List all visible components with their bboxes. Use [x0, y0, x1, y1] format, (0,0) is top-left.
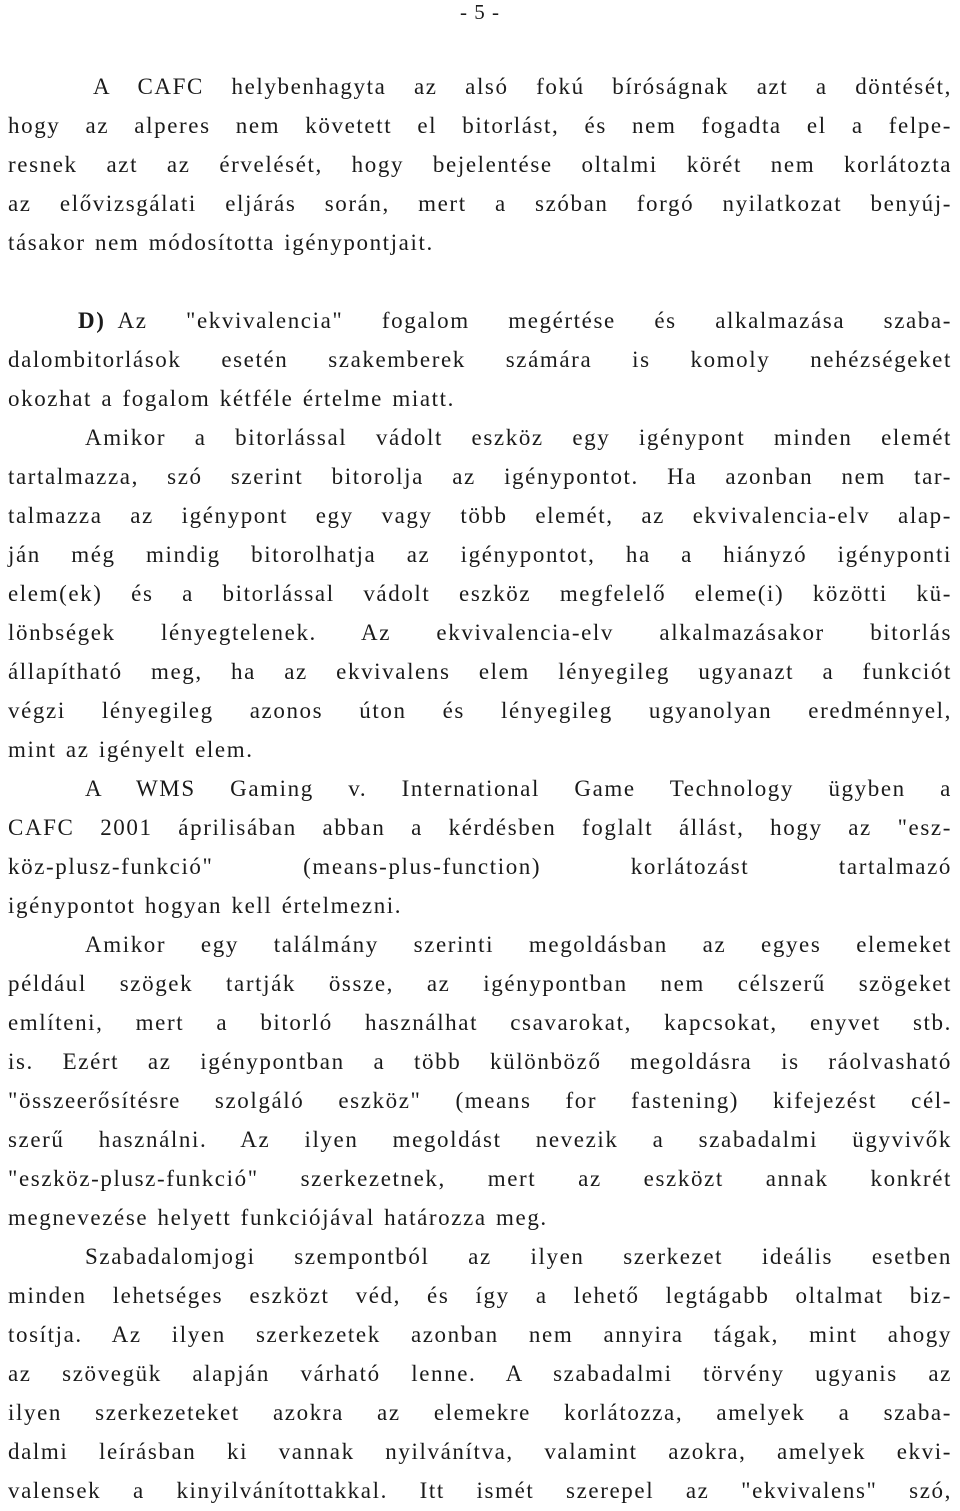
text-line: hogy az alperes nem követett el bitorlást, és nem fogadta el a felpe- — [8, 113, 952, 138]
text-line: A WMS Gaming v. International Game Technology ügyben a — [85, 776, 952, 801]
text-line: lönbségek lényegtelenek. Az ekvivalencia-elv alkalmazásakor bitorlás — [8, 620, 952, 645]
text-line: ján még mindig bitorolhatja az igénypontot, ha a hiányzó igényponti — [8, 542, 952, 567]
text-line: resnek azt az érvelését, hogy bejelentése oltalmi körét nem korlátozta — [8, 152, 952, 177]
text-line: Amikor egy találmány szerinti megoldásban az egyes elemeket — [85, 932, 952, 957]
page-number: - 5 - — [460, 0, 500, 24]
text-line: tosítja. Az ilyen szerkezetek azonban nem annyira tágak, mint ahogy — [8, 1322, 952, 1347]
text-line: az szövegük alapján várható lenne. A szabadalmi törvény ugyanis az — [8, 1361, 952, 1386]
text-line: igénypontot hogyan kell értelmezni. — [8, 893, 403, 918]
text-line: köz-plusz-funkció" (means-plus-function) korlátozást tartalmazó — [8, 854, 952, 879]
text-line: végzi lényegileg azonos úton és lényegileg ugyanolyan eredménnyel, — [8, 698, 952, 723]
text-line: például szögek tartják össze, az igénypontban nem célszerű szögeket — [8, 971, 952, 996]
text-line: "eszköz-plusz-funkció" szerkezetnek, mert az eszközt annak konkrét — [8, 1166, 952, 1191]
text-line: dalmi leírásban ki vannak nyilvánítva, valamint azokra, amelyek ekvi- — [8, 1439, 952, 1464]
text-line: tartalmazza, szó szerint bitorolja az igénypontot. Ha azonban nem tar- — [8, 464, 952, 489]
text-line: A CAFC helybenhagyta az alsó fokú bíróságnak azt a döntését, — [93, 74, 952, 99]
text-line: dalombitorlások esetén szakemberek számára is komoly nehézségeket — [8, 347, 952, 372]
text-line: említeni, mert a bitorló használhat csavarokat, kapcsokat, enyvet stb. — [8, 1010, 952, 1035]
text-line: tásakor nem módosította igénypontjait. — [8, 230, 434, 255]
text-line: minden lehetséges eszközt véd, és így a lehető legtágabb oltalmat biz- — [8, 1283, 952, 1308]
text-line: valensek a kinyilvánítottakkal. Itt ismét szerepel az "ekvivalens" szó, — [8, 1478, 952, 1503]
text-line: D) Az "ekvivalencia" fogalom megértése és alkalmazása szaba- — [8, 306, 952, 336]
text-line: szerű használni. Az ilyen megoldást nevezik a szabadalmi ügyvivők — [8, 1127, 952, 1152]
text-line: CAFC 2001 áprilisában abban a kérdésben foglalt állást, hogy az "esz- — [8, 815, 952, 840]
text-line: "összeerősítésre szolgáló eszköz" (means for fastening) kifejezést cél- — [8, 1088, 952, 1113]
text-line: megnevezése helyett funkciójával határozza meg. — [8, 1205, 548, 1230]
text-line: ilyen szerkezeteket azokra az elemekre korlátozza, amelyek a szaba- — [8, 1400, 952, 1425]
section-label: D) — [78, 308, 106, 333]
text-line: állapítható meg, ha az ekvivalens elem lényegileg ugyanazt a funkciót — [8, 659, 952, 684]
text-line: az elővizsgálati eljárás során, mert a szóban forgó nyilatkozat benyúj- — [8, 191, 952, 216]
text-line: elem(ek) és a bitorlással vádolt eszköz megfelelő eleme(i) közötti kü- — [8, 581, 952, 606]
text-line: mint az igényelt elem. — [8, 737, 254, 762]
text-line: is. Ezért az igénypontban a több különböző megoldásra is ráolvasható — [8, 1049, 952, 1074]
text-line: Szabadalomjogi szempontból az ilyen szerkezet ideális esetben — [85, 1244, 952, 1269]
text-line: talmazza az igénypont egy vagy több elemét, az ekvivalencia-elv alap- — [8, 503, 952, 528]
text-line: Amikor a bitorlással vádolt eszköz egy igénypont minden elemét — [85, 425, 952, 450]
text-line: okozhat a fogalom kétféle értelme miatt. — [8, 386, 455, 411]
